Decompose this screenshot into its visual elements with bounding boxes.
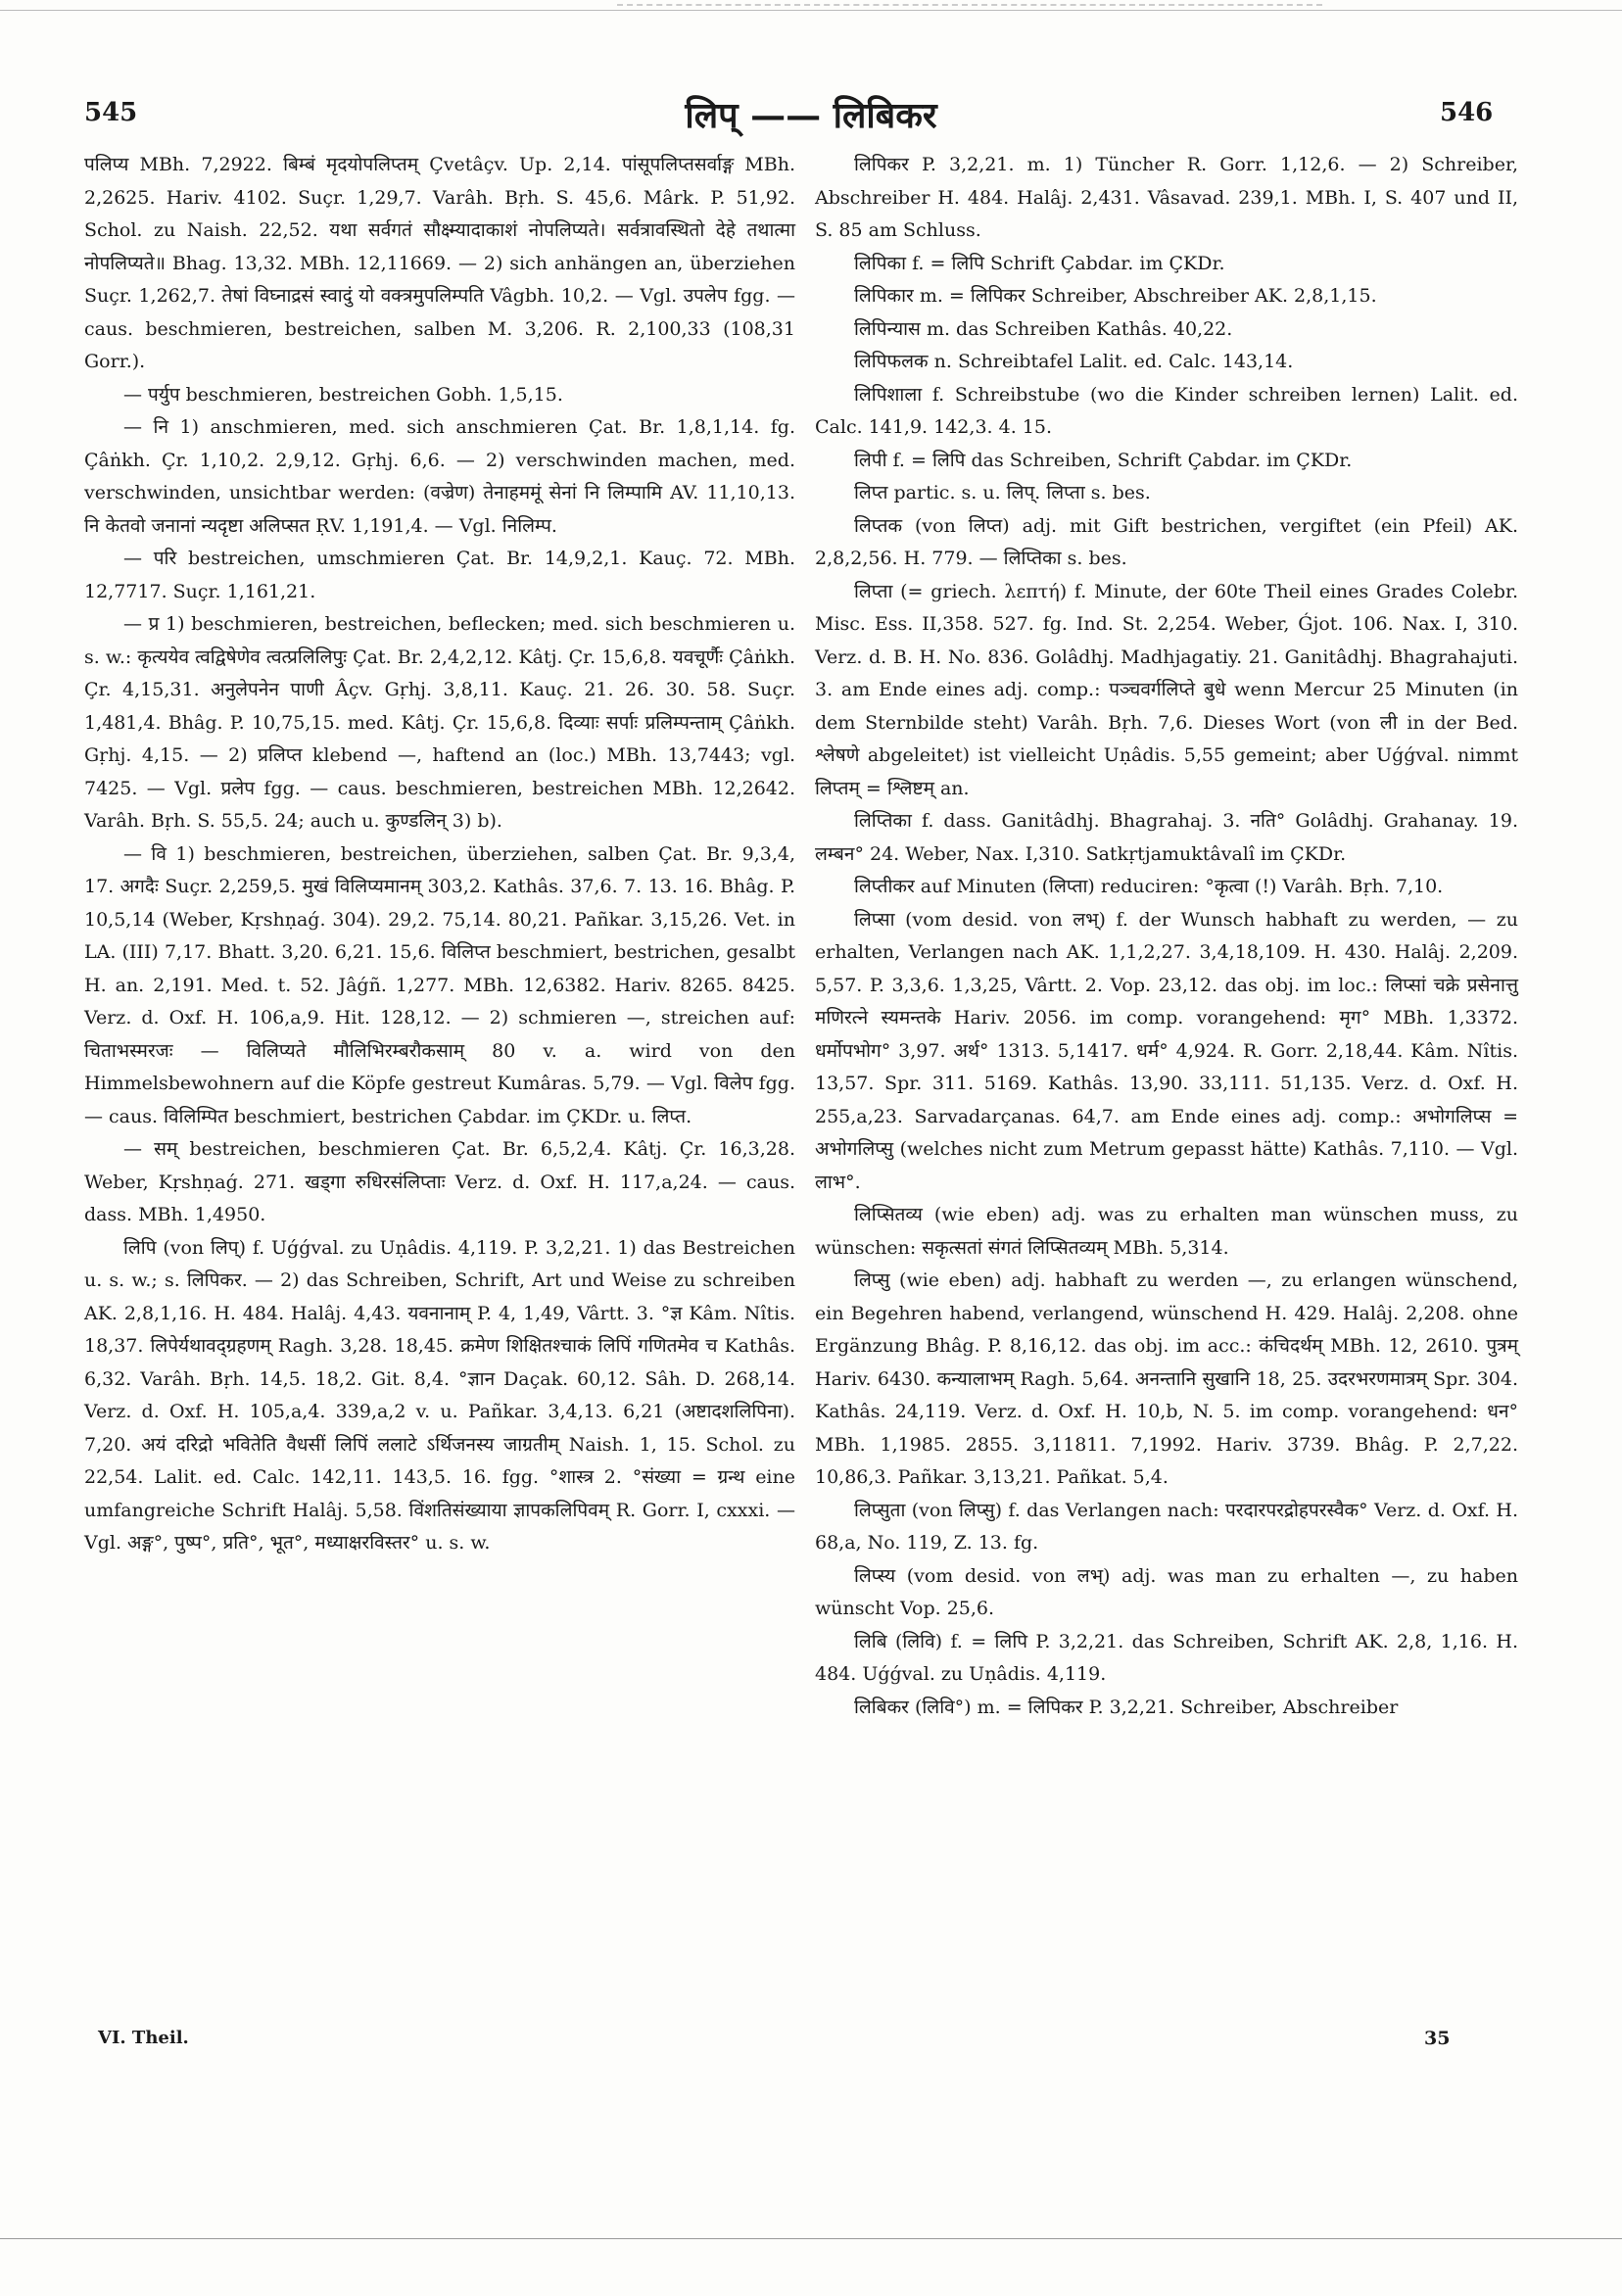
- right-column: [815, 149, 1518, 1724]
- scan-marks: [617, 4, 1322, 10]
- entry-paragraph: लिपि (von लिप्) f. Uǵǵval. zu Uṇâdis. 4,119. P. 3,2,21. 1) das Bestreichen u. s. w.; s. लिपिकर. — 2) das Schreiben, Schrift, Art und Weise zu schreiben AK. 2,8,1,16. H. 484. Halâj. 4,43. यवनानाम् P. 4, 1,49, Vârtt. 3. °ज्ञ Kâm. Nîtis. 18,37. लिपेर्यथावद्ग्रहणम् Ragh. 3,28. 18,45. क्रमेण शिक्षितश्चाकं लिपिं गणितमेव च Kathâs. 6,32. Varâh. Bṛh. 14,5. 18,2. Git. 8,4. °ज्ञान Daçak. 60,12. Sâh. D. 268,14. Verz. d. Oxf. H. 105,a,4. 339,a,2 v. u. Pañkar. 3,4,13. 6,21 (अष्टादशलिपिना). 7,20. अयं दरिद्रो भवितेति वैधसीं लिपिं ललाटे ऽर्थिजनस्य जाग्रतीम् Naish. 1, 15. Schol. zu 22,54. Lalit. ed. Calc. 142,11. 143,5. 16. fgg. °शास्त्र 2. °संख्या = ग्रन्थ eine umfangreiche Schrift Halâj. 5,58. विंशतिसंख्याया ज्ञापकलिपिवम् R. Gorr. I, cxxxi. — Vgl. अङ्ग°, पुष्प°, प्रति°, भूत°, मध्याक्षरविस्तर° u. s. w.: [84, 1236, 795, 1554]
- entry-paragraph: लिबिकर (लिवि°) m. = लिपिकर P. 3,2,21. Schreiber, Abschreiber: [854, 1696, 1399, 1718]
- entry-paragraph: लिप्सु (wie eben) adj. habhaft zu werden —, zu erlangen wünschend, ein Begehren habend, verlangend, wünschend H. 429. Halâj. 2,208. ohne Ergänzung Bhâg. P. 8,16,12. das obj. im acc.: कंचिदर्थम् MBh. 12, 2610. पुत्रम् Hariv. 6430. कन्यालाभम् Ragh. 5,64. अनन्तानि सुखानि 18, 25. उदरभरणमात्रम् Spr. 304. Kathâs. 24,119. Verz. d. Oxf. H. 10,b, N. 5. im comp. vorangehend: धन° MBh. 1,1985. 2855. 3,11811. 7,1992. Hariv. 3739. Bhâg. P. 2,7,22. 10,86,3. Pañkar. 3,13,21. Pañkat. 5,4.: [815, 1269, 1518, 1488]
- entry-paragraph: लिपिकार m. = लिपिकर Schreiber, Abschreiber AK. 2,8,1,15.: [854, 285, 1377, 307]
- entry-paragraph: लिप्तक (von लिप्त) adj. mit Gift bestrichen, vergiftet (ein Pfeil) AK. 2,8,2,56. H. 779. — लिप्तिका s. bes.: [815, 514, 1518, 569]
- entry-paragraph: लिप्सा (vom desid. von लभ्) f. der Wunsch habhaft zu werden, — zu erhalten, Verlangen nach AK. 1,1,2,27. 3,4,18,109. H. 430. Halâj. 2,209. 5,57. P. 3,3,6. 1,3,25, Vârtt. 2. Vop. 23,12. das obj. im loc.: लिप्सां चक्रे प्रसेनात्तु मणिरत्ने स्यमन्तके Hariv. 2056. im comp. vorangehend: मृग° MBh. 1,3372. धर्मोपभोग° 3,97. अर्थ° 1313. 5,1417. धर्म° 4,924. R. Gorr. 2,18,44. Kâm. Nîtis. 13,57. Spr. 311. 5169. Kathâs. 13,90. 33,111. 51,135. Verz. d. Oxf. H. 255,a,23. Sarvadarçanas. 64,7. am Ende eines adj. comp.: अभोगलिप्स = अभोगलिप्सु (welches nicht zum Metrum gepasst hätte) Kathâs. 7,110. — Vgl. लाभ°.: [815, 908, 1518, 1193]
- entry-paragraph: — प्र 1) beschmieren, bestreichen, beflecken; med. sich beschmieren u. s. w.: कृत्ययेव त्वद्विषेणेव त्वत्प्रलिलिपुः Çat. Br. 2,4,2,12. Kâtj. Çr. 15,6,8. यवचूर्णैः Çâṅkh. Çr. 4,15,31. अनुलेपनेन पाणी Âçv. Gṛhj. 3,8,11. Kauç. 21. 26. 30. 58. Suçr. 1,481,4. Bhâg. P. 10,75,15. med. Kâtj. Çr. 15,6,8. दिव्याः सर्पाः प्रलिम्पन्ताम् Çâṅkh. Gṛhj. 4,15. — 2) प्रलिप्त klebend —, haftend an (loc.) MBh. 13,7443; vgl. 7425. — Vgl. प्रलेप fgg. — caus. beschmieren, bestreichen MBh. 12,2642. Varâh. Bṛh. S. 55,5. 24; auch u. कुण्डलिन् 3) b).: [84, 613, 795, 832]
- entry-paragraph: — पर्युप beschmieren, bestreichen Gobh. 1,5,15.: [123, 383, 563, 406]
- entry-paragraph: लिपिका f. = लिपि Schrift Çabdar. im ÇKDr.: [854, 252, 1225, 274]
- volume-label: VI. Theil.: [98, 2028, 189, 2048]
- entry-paragraph: लिप्तीकर auf Minuten (लिप्ता) reduciren: °कृत्वा (!) Varâh. Bṛh. 7,10.: [854, 876, 1444, 897]
- entry-paragraph: लिपिन्यास m. das Schreiben Kathâs. 40,22.: [854, 317, 1233, 340]
- entry-paragraph: लिप्सितव्य (wie eben) adj. was zu erhalten man wünschen muss, zu wünschen: सकृत्सतां संगतं लिप्सितव्यम् MBh. 5,314.: [815, 1204, 1518, 1259]
- entry-paragraph: लिपिकर P. 3,2,21. m. 1) Tüncher R. Gorr. 1,12,6. — 2) Schreiber, Abschreiber H. 484. Halâj. 2,431. Vâsavad. 239,1. MBh. I, S. 407 und II, S. 85 am Schluss.: [815, 154, 1518, 241]
- entry-paragraph: लिपी f. = लिपि das Schreiben, Schrift Çabdar. im ÇKDr.: [854, 449, 1353, 471]
- entry-paragraph: लिप्स्य (vom desid. von लभ्) adj. was man zu erhalten —, zu haben wünscht Vop. 25,6.: [815, 1564, 1518, 1619]
- entry-paragraph: — सम् bestreichen, beschmieren Çat. Br. 6,5,2,4. Kâtj. Çr. 16,3,28. Weber, Kṛshṇaǵ. 271. खड्गा रुधिरसंलिप्ताः Verz. d. Oxf. H. 117,a,24. — caus. dass. MBh. 1,4950.: [84, 1138, 795, 1225]
- entry-paragraph: लिप्त partic. s. u. लिप्. लिप्ता s. bes.: [854, 482, 1151, 503]
- entry-paragraph: लिबि (लिवि) f. = लिपि P. 3,2,21. das Schreiben, Schrift AK. 2,8, 1,16. H. 484. Uǵǵval. zu Uṇâdis. 4,119.: [815, 1630, 1518, 1685]
- entry-paragraph: लिप्तिका f. dass. Ganitâdhj. Bhagrahaj. 3. नति° Golâdhj. Grahanay. 19. लम्बन° 24. Weber, Nax. I,310. Satkṛtjamuktâvalî im ÇKDr.: [815, 810, 1518, 865]
- running-head: लिप् —— लिबिकर: [685, 95, 937, 136]
- entry-paragraph: लिप्सुता (von लिप्सु) f. das Verlangen nach: परदारपरद्रोहपरस्वैक° Verz. d. Oxf. H. 68,a, No. 119, Z. 13. fg.: [815, 1499, 1518, 1554]
- page-number-left: 545: [84, 98, 138, 127]
- signature-mark: 35: [1424, 2028, 1451, 2049]
- page-number-right: 546: [1440, 98, 1494, 127]
- entry-paragraph: पलिप्य MBh. 7,2922. बिम्बं मृदयोपलिप्तम् Çvetâçv. Up. 2,14. पांसूपलिप्तसर्वाङ्ग MBh. 2,2625. Hariv. 4102. Suçr. 1,29,7. Varâh. Bṛh. S. 45,6. Mârk. P. 51,92. Schol. zu Naish. 22,52. यथा सर्वगतं सौक्ष्म्यादाकाशं नोपलिप्यते। सर्वत्रावस्थितो देहे तथात्मा नोपलिप्यते॥ Bhag. 13,32. MBh. 12,11669. — 2) sich anhängen an, überziehen Suçr. 1,262,7. तेषां विघ्नाद्रसं स्वादुं यो वक्त्रमुपलिम्पति Vâgbh. 10,2. — Vgl. उपलेप fgg. — caus. beschmieren, bestreichen, salben M. 3,206. R. 2,100,33 (108,31 Gorr.).: [84, 154, 795, 372]
- scan-bottom-edge: [0, 2238, 1622, 2239]
- entry-paragraph: — नि 1) anschmieren, med. sich anschmieren Çat. Br. 1,8,1,14. fg. Çâṅkh. Çr. 1,10,2. 2,9,12. Gṛhj. 6,6. — 2) verschwinden machen, med. verschwinden, unsichtbar werden: (वज्रेण) तेनाहममूं सेनां नि लिम्पामि AV. 11,10,13. नि केतवो जनानां न्यदृष्टा अलिप्सत ṚV. 1,191,4. — Vgl. निलिम्प.: [84, 416, 795, 537]
- entry-paragraph: लिपिशाला f. Schreibstube (wo die Kinder schreiben lernen) Lalit. ed. Calc. 141,9. 142,3. 4. 15.: [815, 383, 1518, 438]
- entry-paragraph: लिपिफलक n. Schreibtafel Lalit. ed. Calc. 143,14.: [854, 351, 1294, 372]
- scan-top-edge: [0, 10, 1622, 11]
- entry-paragraph: लिप्ता (= griech. λεπτή) f. Minute, der 60te Theil eines Grades Colebr. Misc. Ess. II,358. 527. fg. Ind. St. 2,254. Weber, Ǵjot. 106. Nax. I, 310. Verz. d. B. H. No. 836. Golâdhj. Madhjagatiy. 21. Ganitâdhj. Bhagrahajuti. 3. am Ende eines adj. comp.: पञ्चवर्गलिप्ते बुधे wenn Mercur 25 Minuten (in dem Sternbilde steht) Varâh. Bṛh. 7,6. Dieses Wort (von ली in der Bed. श्लेषणे abgeleitet) ist vielleicht Uṇâdis. 5,55 gemeint; aber Uǵǵval. nimmt लिप्तम् = श्लिष्टम् an.: [815, 580, 1518, 799]
- entry-paragraph: — परि bestreichen, umschmieren Çat. Br. 14,9,2,1. Kauç. 72. MBh. 12,7717. Suçr. 1,161,21.: [84, 548, 795, 602]
- left-column: [84, 149, 795, 1560]
- entry-paragraph: — वि 1) beschmieren, bestreichen, überziehen, salben Çat. Br. 9,3,4, 17. अगदैः Suçr. 2,259,5. मुखं विलिप्यमानम् 303,2. Kathâs. 37,6. 7. 13. 16. Bhâg. P. 10,5,14 (Weber, Kṛshṇaǵ. 304). 29,2. 75,14. 80,21. Pañkar. 3,15,26. Vet. in LA. (III) 7,17. Bhatt. 3,20. 6,21. 15,6. विलिप्त beschmiert, bestrichen, gesalbt H. an. 2,191. Med. t. 52. Jâǵñ. 1,277. MBh. 12,6382. Hariv. 8265. 8425. Verz. d. Oxf. H. 106,a,9. Hit. 128,12. — 2) schmieren —, streichen auf: चिताभस्मरजः — विलिप्यते मौलिभिरम्बरौकसाम् 80 v. a. wird von den Himmelsbewohnern auf die Köpfe gestreut Kumâras. 5,79. — Vgl. विलेप fgg. — caus. विलिम्पित beschmiert, bestrichen Çabdar. im ÇKDr. u. लिप्त.: [84, 842, 795, 1127]
